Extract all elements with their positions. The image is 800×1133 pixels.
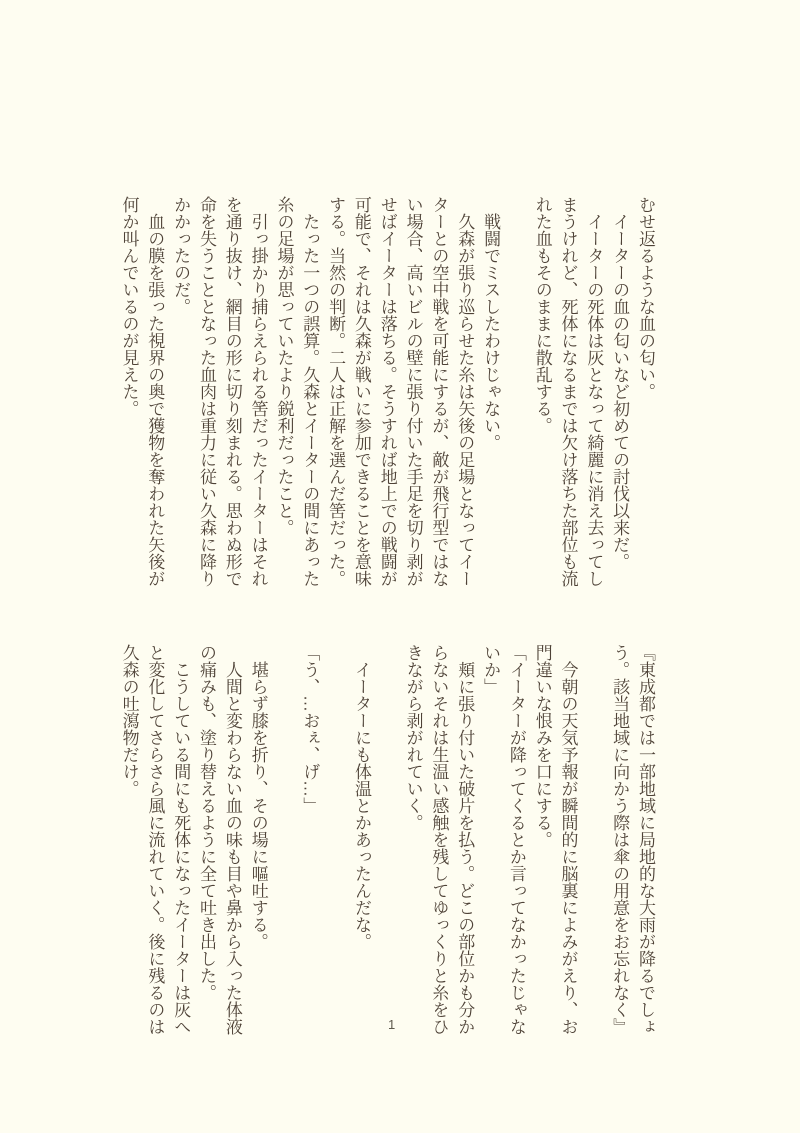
paragraph: むせ返るような血の匂い。	[636, 196, 655, 400]
page-number: 1	[388, 1017, 396, 1032]
paragraph: 人間と変わらない血の味も目や鼻から入った体液の痛みも、塗り替えるように全て吐き出した。	[197, 644, 242, 1035]
blank-line	[581, 644, 607, 1036]
narrative-block-bottom	[116, 644, 658, 1036]
paragraph: イーターの死体は灰となって綺麗に消え去ってしまうけれど、死体になるまでは欠け落ちた部位も流れた血もそのままに散乱する。	[532, 196, 604, 587]
blank-line	[503, 196, 529, 588]
blank-line	[374, 644, 400, 1036]
blank-line	[322, 644, 348, 1036]
paragraph: たった一つの誤算。久森とイーターの間にあった糸の足場が思っていたより鋭利だったこと。	[274, 196, 320, 587]
paragraph: 久森が張り巡らせた糸は矢後の足場となってイーターとの空中戦を可能にするが、敵が飛行型ではない場合、高いビルの壁に張り付いた手足を切り剥がせばイーターは落ちる。そうすれば地上での戦闘が可能で、それは久森が戦いに参加できることを意味する。当然の判断。二人は正解を選んだ筈だった。	[326, 196, 475, 587]
paragraph: イーターの血の匂いなど初めての討伐以来だ。	[610, 196, 630, 570]
paragraph: 「イーターが降ってくるとか言ってなかったじゃないか」	[481, 644, 526, 1035]
paragraph: 頬に張り付いた破片を払う。どこの部位かも分からないそれは生温い感触を残してゆっくりと糸をひきながら剥がれていく。	[403, 644, 475, 1035]
blank-line	[271, 644, 297, 1036]
narrative-block-top	[116, 196, 658, 588]
paragraph: 血の膜を張った視界の奥で獲物を奪われた矢後が何か叫んでいるのが見えた。	[119, 196, 165, 587]
paragraph: 戦闘でミスしたわけじゃない。	[481, 196, 501, 451]
paragraph: こうしている間にも死体になったイーターは灰へと変化してさらさら風に流れていく。後に残るのは久森の吐瀉物だけ。	[119, 644, 191, 1035]
paragraph: イーターにも体温とかあったんだな。	[351, 644, 371, 950]
paragraph: 『東成都では一部地域に局地的な大雨が降るでしょう。該当地域に向かう際は傘の用意をお忘れなく』	[610, 644, 655, 1035]
paragraph: 今朝の天気予報が瞬間的に脳裏によみがえり、お門違いな恨みを口にする。	[532, 644, 578, 1035]
paragraph: 引っ掛かり捕らえられる筈だったイーターはそれを通り抜け、網目の形に切り刻まれる。思わぬ形で命を失うこととなった血肉は重力に従い久森に降りかかったのだ。	[171, 196, 268, 587]
paragraph: 「う、…おぇ、げ…」	[300, 644, 320, 814]
paragraph: 堪らず膝を折り、その場に嘔吐する。	[248, 644, 268, 950]
